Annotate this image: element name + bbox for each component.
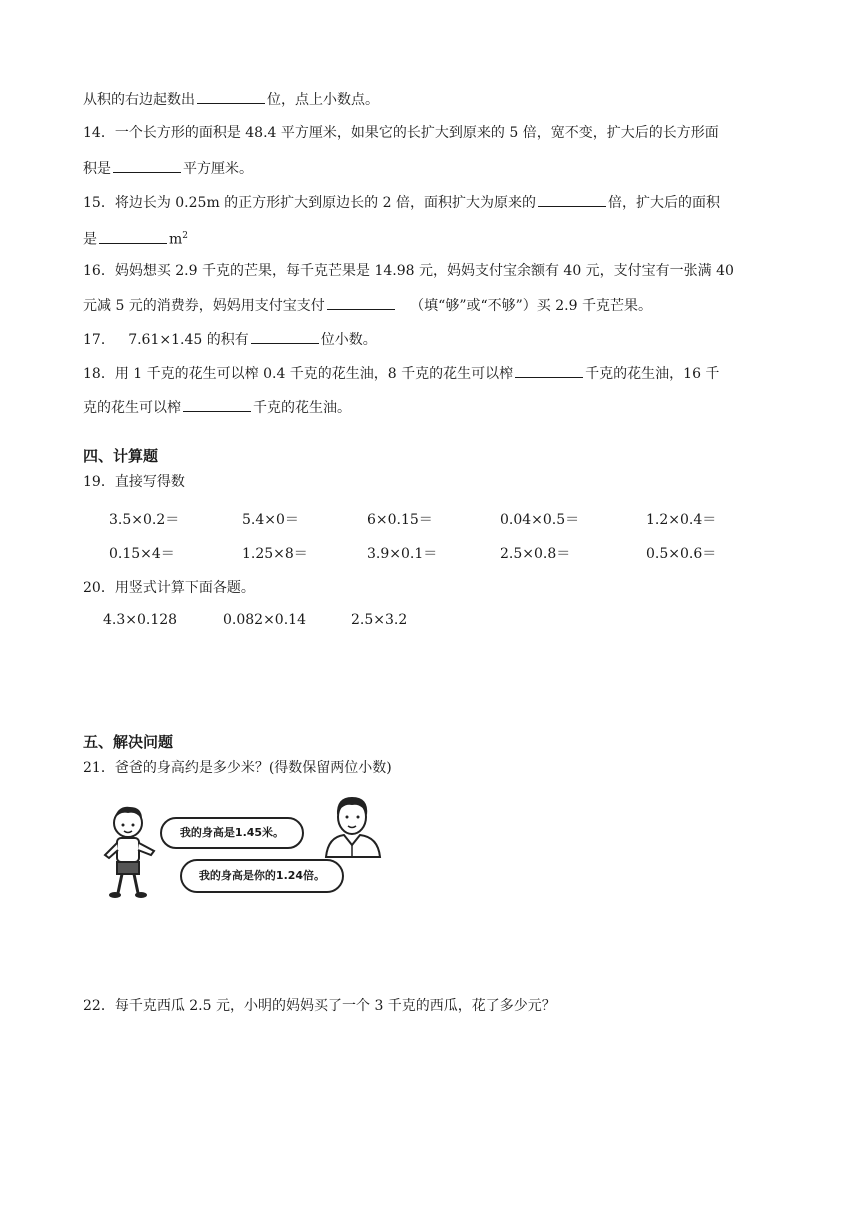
q17-line xyxy=(83,329,377,350)
q15-line-1 xyxy=(83,192,720,213)
question-number: 21． xyxy=(83,760,115,776)
boy-icon xyxy=(100,797,160,902)
question-number: 19． xyxy=(83,474,115,490)
vertical-calc-item: 4.3×0.128 xyxy=(103,612,178,628)
q15-text-c: 是 xyxy=(83,231,97,248)
q13-line xyxy=(83,89,379,110)
q15-text-a: 将边长为 0.25m 的正方形扩大到原边长的 2 倍，面积扩大为原来的 xyxy=(114,195,536,211)
calc-item: 0.15×4＝ xyxy=(109,546,175,562)
bubble-text: 我的身高是1.45米。 xyxy=(179,826,285,839)
q21-line xyxy=(83,758,392,778)
q20-text: 用竖式计算下面各题。 xyxy=(114,580,255,596)
q22-line xyxy=(83,996,556,1016)
question-number: 22． xyxy=(83,998,115,1014)
answer-blank[interactable] xyxy=(99,229,167,244)
q14-text-a: 积是 xyxy=(83,161,111,177)
question-number: 20． xyxy=(83,580,115,596)
q18-line-1 xyxy=(83,363,719,384)
section-heading: 四、计算题 xyxy=(83,447,159,465)
q17-text-a: 7.61×1.45 的积有 xyxy=(128,332,249,348)
height-illustration xyxy=(100,795,390,905)
unit-exponent: 2 xyxy=(182,231,189,241)
calc-item: 3.9×0.1＝ xyxy=(367,546,438,562)
unit: m xyxy=(169,231,183,248)
speech-bubble-father xyxy=(180,859,344,893)
calc-item: 1.2×0.4＝ xyxy=(646,512,717,528)
speech-bubble-boy xyxy=(160,817,304,849)
calc-item: 6×0.15＝ xyxy=(367,512,433,528)
q18-text-b: 千克的花生油，16 千 xyxy=(585,366,720,382)
q18-text-a: 用 1 千克的花生可以榨 0.4 千克的花生油，8 千克的花生可以榨 xyxy=(114,366,514,382)
calc-item: 2.5×0.8＝ xyxy=(500,546,571,562)
bubble-text: 我的身高是你的1.24倍。 xyxy=(198,869,326,882)
calc-item: 0.04×0.5＝ xyxy=(500,512,580,528)
answer-blank[interactable] xyxy=(538,192,606,207)
q20-line xyxy=(83,578,255,598)
answer-blank[interactable] xyxy=(183,397,251,412)
answer-blank[interactable] xyxy=(327,295,395,310)
q21-text: 爸爸的身高约是多少米？(得数保留两位小数) xyxy=(114,760,392,776)
question-number: 18． xyxy=(83,366,115,382)
q19-text: 直接写得数 xyxy=(114,474,185,490)
calc-item: 3.5×0.2＝ xyxy=(109,512,180,528)
q18-text-c: 克的花生可以榨 xyxy=(83,400,181,416)
q16-text-a: 元减 5 元的消费券，妈妈用支付宝支付 xyxy=(83,298,325,314)
answer-blank[interactable] xyxy=(251,329,319,344)
q14-text-b: 平方厘米。 xyxy=(183,161,253,177)
section-heading: 五、解决问题 xyxy=(83,733,174,751)
q13-text-a: 从积的右边起数出 xyxy=(83,92,195,108)
vertical-calc-item: 2.5×3.2 xyxy=(351,612,408,628)
q18-line-2 xyxy=(83,397,351,418)
q14-text: 一个长方形的面积是 48.4 平方厘米，如果它的长扩大到原来的 5 倍，宽不变，扩大后的长方形面 xyxy=(114,125,719,141)
q17-text-b: 位小数。 xyxy=(320,332,377,348)
calc-item: 0.5×0.6＝ xyxy=(646,546,717,562)
q19-line xyxy=(83,472,185,492)
q16-line-1 xyxy=(83,261,734,281)
q13-text-b: 位，点上小数点。 xyxy=(267,92,379,108)
answer-blank[interactable] xyxy=(113,158,181,173)
q22-text: 每千克西瓜 2.5 元，小明的妈妈买了一个 3 千克的西瓜，花了多少元？ xyxy=(114,998,556,1014)
father-icon xyxy=(322,793,386,859)
q15-line-2 xyxy=(83,226,188,250)
calc-item: 1.25×8＝ xyxy=(242,546,308,562)
question-number: 17． xyxy=(83,332,115,348)
q18-text-d: 千克的花生油。 xyxy=(253,400,351,416)
question-number: 14． xyxy=(83,125,115,141)
answer-blank[interactable] xyxy=(197,89,265,104)
q14-line-1 xyxy=(83,123,719,143)
calc-item: 5.4×0＝ xyxy=(242,512,299,528)
q16-text-b: （填“够”或“不够”）买 2.9 千克芒果。 xyxy=(410,298,652,314)
q15-text-b: 倍，扩大后的面积 xyxy=(607,195,720,211)
answer-blank[interactable] xyxy=(515,363,583,378)
question-number: 15． xyxy=(83,195,115,211)
q16-line-2 xyxy=(83,295,652,316)
question-number: 16． xyxy=(83,263,115,279)
vertical-calc-item: 0.082×0.14 xyxy=(223,612,306,628)
q14-line-2 xyxy=(83,158,253,179)
q16-text: 妈妈想买 2.9 千克的芒果，每千克芒果是 14.98 元，妈妈支付宝余额有 40 元，支付宝有一张满 40 xyxy=(114,263,734,279)
